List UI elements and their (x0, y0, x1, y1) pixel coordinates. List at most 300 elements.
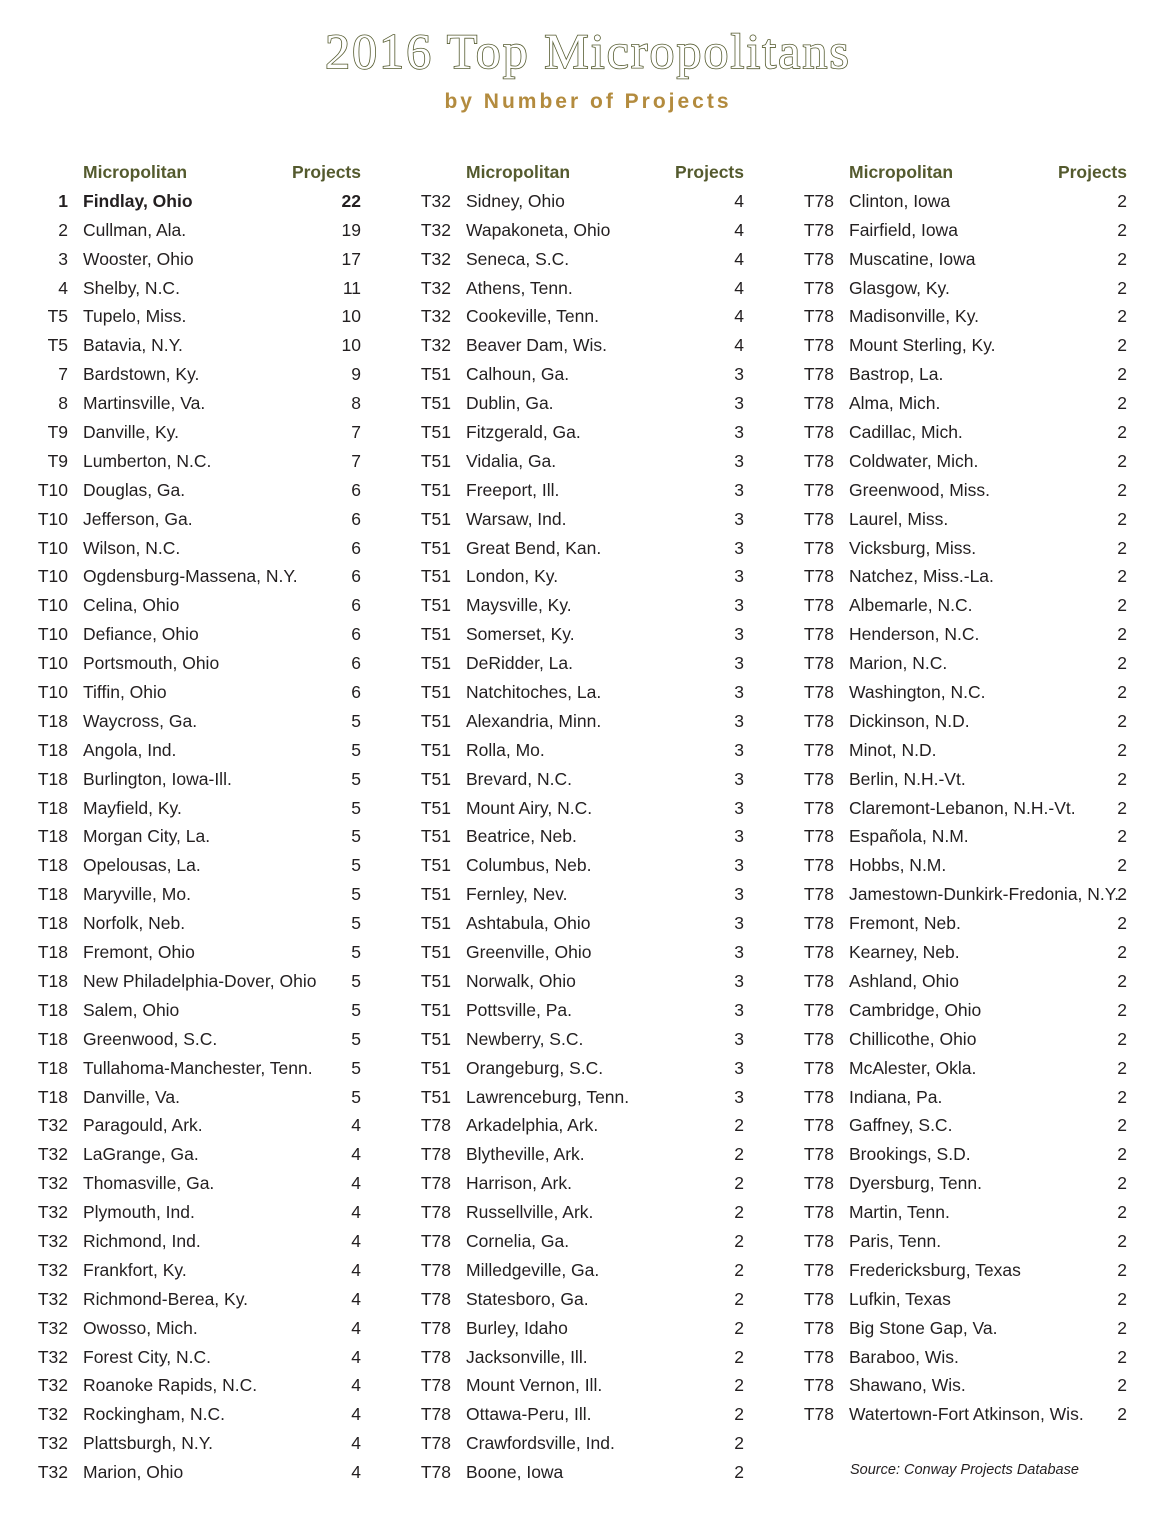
projects-cell: 2 (1117, 913, 1127, 934)
rank-cell: T78 (420, 1433, 451, 1454)
micropolitan-cell: Calhoun, Ga. (466, 364, 570, 385)
micropolitan-cell: Brookings, S.D. (849, 1144, 971, 1165)
table-row (800, 938, 1130, 967)
projects-cell: 2 (1117, 1173, 1127, 1194)
micropolitan-cell: Defiance, Ohio (83, 624, 199, 645)
table-row (417, 447, 747, 476)
micropolitan-cell: Greenwood, S.C. (83, 1028, 218, 1049)
rank-cell: T78 (420, 1173, 451, 1194)
rank-cell: T78 (803, 1144, 834, 1165)
rank-cell: T78 (420, 1259, 451, 1280)
table-row (800, 1198, 1130, 1227)
micropolitan-cell: Alma, Mich. (849, 393, 941, 414)
table-row (417, 187, 747, 216)
micropolitan-cell: Dyersburg, Tenn. (849, 1173, 982, 1194)
header-micropolitan: Micropolitan (466, 162, 571, 182)
rank-cell: T78 (803, 1288, 834, 1309)
micropolitan-cell: London, Ky. (466, 566, 559, 587)
micropolitan-cell: Cornelia, Ga. (466, 1230, 570, 1251)
table-row (34, 938, 364, 967)
micropolitan-cell: Findlay, Ohio (83, 190, 193, 211)
micropolitan-cell: Shawano, Wis. (849, 1375, 966, 1396)
table-row (417, 1429, 747, 1458)
projects-cell: 3 (734, 653, 744, 674)
micropolitan-cell: Norfolk, Neb. (83, 913, 186, 934)
table-row (800, 707, 1130, 736)
micropolitan-cell: Wapakoneta, Ohio (466, 219, 611, 240)
rank-cell: T18 (37, 710, 68, 731)
table-row (800, 1314, 1130, 1343)
rank-cell: T78 (803, 1346, 834, 1367)
rank-cell: T51 (420, 826, 451, 847)
micropolitan-cell: Laurel, Miss. (849, 508, 949, 529)
rank-cell: T18 (37, 1028, 68, 1049)
table-row (800, 996, 1130, 1025)
table-row (34, 562, 364, 591)
projects-cell: 2 (1117, 393, 1127, 414)
rank-cell: T51 (420, 682, 451, 703)
rank-cell: T18 (37, 1086, 68, 1107)
projects-cell: 2 (734, 1404, 744, 1425)
rank-cell: T78 (420, 1317, 451, 1338)
projects-cell: 3 (734, 855, 744, 876)
projects-cell: 2 (734, 1115, 744, 1136)
projects-cell: 5 (351, 826, 361, 847)
rank-cell: T78 (803, 1202, 834, 1223)
micropolitan-cell: Maysville, Ky. (466, 595, 572, 616)
projects-cell: 3 (734, 450, 744, 471)
header-projects: Projects (291, 162, 361, 182)
table-row (417, 1400, 747, 1429)
rank-cell: T78 (803, 306, 834, 327)
projects-cell: 2 (1117, 248, 1127, 269)
projects-cell: 19 (341, 219, 361, 240)
rank-cell: T78 (420, 1115, 451, 1136)
micropolitan-cell: Mount Sterling, Ky. (849, 335, 996, 356)
projects-cell: 5 (351, 884, 361, 905)
projects-cell: 5 (351, 1086, 361, 1107)
table-row (417, 1198, 747, 1227)
rank-cell: T51 (420, 797, 451, 818)
projects-cell: 5 (351, 797, 361, 818)
table-row (417, 591, 747, 620)
micropolitan-cell: Mount Airy, N.C. (466, 797, 593, 818)
rank-cell: T51 (420, 768, 451, 789)
projects-cell: 6 (351, 682, 361, 703)
rank-cell: 2 (58, 219, 68, 240)
micropolitan-cell: Lufkin, Texas (849, 1288, 951, 1309)
micropolitan-cell: Fredericksburg, Texas (849, 1259, 1021, 1280)
table-row (34, 1227, 364, 1256)
projects-cell: 2 (734, 1144, 744, 1165)
table-row (417, 1371, 747, 1400)
table-row (800, 1371, 1130, 1400)
projects-cell: 2 (1117, 1115, 1127, 1136)
rank-cell: T18 (37, 1057, 68, 1078)
projects-cell: 2 (1117, 653, 1127, 674)
micropolitan-cell: Warsaw, Ind. (466, 508, 567, 529)
projects-cell: 2 (1117, 537, 1127, 558)
table-row (34, 302, 364, 331)
table-row (34, 447, 364, 476)
ranking-column-1 (34, 158, 364, 1487)
table-row (34, 1054, 364, 1083)
projects-cell: 3 (734, 682, 744, 703)
projects-cell: 3 (734, 364, 744, 385)
micropolitan-cell: Orangeburg, S.C. (466, 1057, 604, 1078)
table-row (417, 765, 747, 794)
projects-cell: 5 (351, 768, 361, 789)
projects-cell: 2 (734, 1317, 744, 1338)
rank-cell: T78 (803, 422, 834, 443)
rank-cell: T78 (803, 190, 834, 211)
table-row (34, 187, 364, 216)
projects-cell: 2 (1117, 1346, 1127, 1367)
table-row (417, 1054, 747, 1083)
projects-cell: 2 (1117, 884, 1127, 905)
micropolitan-cell: Mount Vernon, Ill. (466, 1375, 603, 1396)
rank-cell: T32 (37, 1202, 68, 1223)
micropolitan-cell: Milledgeville, Ga. (466, 1259, 600, 1280)
projects-cell: 3 (734, 566, 744, 587)
projects-cell: 2 (1117, 797, 1127, 818)
projects-cell: 2 (1117, 768, 1127, 789)
table-row (34, 1198, 364, 1227)
table-row (800, 302, 1130, 331)
micropolitan-cell: Danville, Va. (83, 1086, 180, 1107)
rank-cell: T78 (803, 219, 834, 240)
rank-cell: T78 (803, 624, 834, 645)
micropolitan-cell: Big Stone Gap, Va. (849, 1317, 998, 1338)
table-row (417, 534, 747, 563)
rank-cell: T78 (420, 1346, 451, 1367)
projects-cell: 6 (351, 566, 361, 587)
micropolitan-cell: Sidney, Ohio (466, 190, 565, 211)
rank-cell: T51 (420, 479, 451, 500)
projects-cell: 2 (1117, 335, 1127, 356)
table-row (800, 794, 1130, 823)
column-header (417, 158, 747, 187)
micropolitan-cell: Newberry, S.C. (466, 1028, 584, 1049)
table-row (34, 707, 364, 736)
rank-cell: T78 (803, 1230, 834, 1251)
rank-cell: T51 (420, 739, 451, 760)
rank-cell: T51 (420, 393, 451, 414)
rank-cell: T78 (803, 1086, 834, 1107)
table-row (417, 1169, 747, 1198)
rank-cell: T78 (420, 1202, 451, 1223)
table-row (800, 245, 1130, 274)
table-row (800, 389, 1130, 418)
projects-cell: 10 (341, 306, 361, 327)
rank-cell: T51 (420, 508, 451, 529)
projects-cell: 2 (1117, 1404, 1127, 1425)
table-row (34, 534, 364, 563)
rank-cell: T78 (803, 595, 834, 616)
projects-cell: 5 (351, 739, 361, 760)
micropolitan-cell: Beatrice, Neb. (466, 826, 577, 847)
table-row (34, 1371, 364, 1400)
micropolitan-cell: DeRidder, La. (466, 653, 574, 674)
rank-cell: 1 (58, 190, 68, 211)
rank-cell: T18 (37, 970, 68, 991)
micropolitan-cell: Española, N.M. (849, 826, 969, 847)
projects-cell: 2 (1117, 306, 1127, 327)
projects-cell: 3 (734, 1086, 744, 1107)
micropolitan-cell: Morgan City, La. (83, 826, 211, 847)
projects-cell: 4 (351, 1173, 361, 1194)
rank-cell: 7 (58, 364, 68, 385)
rank-cell: T32 (37, 1173, 68, 1194)
table-row (800, 216, 1130, 245)
projects-cell: 2 (1117, 479, 1127, 500)
rank-cell: T78 (420, 1462, 451, 1483)
projects-cell: 5 (351, 855, 361, 876)
micropolitan-cell: Vicksburg, Miss. (849, 537, 977, 558)
micropolitan-cell: Burley, Idaho (466, 1317, 568, 1338)
source-note: Source: Conway Projects Database (850, 1462, 1079, 1478)
table-row (417, 678, 747, 707)
table-row (800, 851, 1130, 880)
rank-cell: T78 (803, 1028, 834, 1049)
page-title: 2016 Top Micropolitans (325, 23, 851, 79)
projects-cell: 5 (351, 999, 361, 1020)
table-row (34, 216, 364, 245)
table-row (34, 1025, 364, 1054)
micropolitan-cell: Washington, N.C. (849, 682, 986, 703)
projects-cell: 22 (341, 190, 361, 211)
rank-cell: T78 (803, 884, 834, 905)
table-row (417, 880, 747, 909)
rank-cell: T78 (420, 1288, 451, 1309)
rank-cell: T78 (803, 913, 834, 934)
projects-cell: 2 (1117, 190, 1127, 211)
micropolitan-cell: Martinsville, Va. (83, 393, 206, 414)
micropolitan-cell: Gaffney, S.C. (849, 1115, 953, 1136)
micropolitan-cell: Freeport, Ill. (466, 479, 560, 500)
micropolitan-cell: LaGrange, Ga. (83, 1144, 199, 1165)
projects-cell: 7 (351, 422, 361, 443)
table-row (800, 187, 1130, 216)
projects-cell: 2 (1117, 1259, 1127, 1280)
micropolitan-cell: Tupelo, Miss. (83, 306, 187, 327)
table-row (417, 274, 747, 303)
micropolitan-cell: Indiana, Pa. (849, 1086, 943, 1107)
micropolitan-cell: Muscatine, Iowa (849, 248, 976, 269)
rank-cell: T78 (803, 248, 834, 269)
projects-cell: 3 (734, 422, 744, 443)
table-row (417, 302, 747, 331)
micropolitan-cell: Plymouth, Ind. (83, 1202, 195, 1223)
rank-cell: T78 (803, 1375, 834, 1396)
table-row (417, 822, 747, 851)
rank-cell: T32 (37, 1462, 68, 1483)
table-row (417, 1285, 747, 1314)
micropolitan-cell: Berlin, N.H.-Vt. (849, 768, 966, 789)
header-micropolitan: Micropolitan (849, 162, 954, 182)
table-row (34, 909, 364, 938)
rank-cell: T51 (420, 999, 451, 1020)
table-row (34, 736, 364, 765)
projects-cell: 2 (734, 1230, 744, 1251)
table-row (417, 1140, 747, 1169)
rank-cell: T32 (420, 335, 451, 356)
micropolitan-cell: Madisonville, Ky. (849, 306, 980, 327)
rank-cell: T10 (37, 537, 68, 558)
micropolitan-cell: Fernley, Nev. (466, 884, 568, 905)
projects-cell: 2 (1117, 1288, 1127, 1309)
projects-cell: 2 (734, 1202, 744, 1223)
rank-cell: T78 (803, 1173, 834, 1194)
table-row (800, 534, 1130, 563)
table-row (800, 447, 1130, 476)
micropolitan-cell: Mayfield, Ky. (83, 797, 182, 818)
micropolitan-cell: Henderson, N.C. (849, 624, 980, 645)
rank-cell: T51 (420, 1086, 451, 1107)
micropolitan-cell: Chillicothe, Ohio (849, 1028, 977, 1049)
micropolitan-cell: Burlington, Iowa-Ill. (83, 768, 232, 789)
projects-cell: 3 (734, 393, 744, 414)
projects-cell: 3 (734, 624, 744, 645)
projects-cell: 3 (734, 942, 744, 963)
rank-cell: T18 (37, 826, 68, 847)
micropolitan-cell: Roanoke Rapids, N.C. (83, 1375, 258, 1396)
projects-cell: 4 (351, 1115, 361, 1136)
projects-cell: 2 (1117, 1202, 1127, 1223)
micropolitan-cell: McAlester, Okla. (849, 1057, 977, 1078)
micropolitan-cell: Angola, Ind. (83, 739, 177, 760)
micropolitan-cell: Lawrenceburg, Tenn. (466, 1086, 630, 1107)
table-row (417, 967, 747, 996)
rank-cell: T78 (803, 277, 834, 298)
rank-cell: T78 (803, 364, 834, 385)
micropolitan-cell: Danville, Ky. (83, 422, 179, 443)
micropolitan-cell: Greenwood, Miss. (849, 479, 991, 500)
rank-cell: T78 (803, 566, 834, 587)
projects-cell: 4 (351, 1144, 361, 1165)
rank-cell: T32 (420, 219, 451, 240)
micropolitan-cell: Ashtabula, Ohio (466, 913, 591, 934)
table-row (800, 274, 1130, 303)
rank-cell: T78 (803, 942, 834, 963)
micropolitan-cell: Crawfordsville, Ind. (466, 1433, 615, 1454)
micropolitan-cell: Forest City, N.C. (83, 1346, 212, 1367)
table-row (800, 476, 1130, 505)
projects-cell: 3 (734, 1028, 744, 1049)
micropolitan-cell: Ashland, Ohio (849, 970, 959, 991)
table-row (34, 1458, 364, 1487)
table-row (417, 909, 747, 938)
table-row (800, 331, 1130, 360)
rank-cell: T78 (803, 653, 834, 674)
projects-cell: 2 (1117, 595, 1127, 616)
table-row (800, 360, 1130, 389)
projects-cell: 7 (351, 450, 361, 471)
micropolitan-cell: Wooster, Ohio (83, 248, 194, 269)
table-row (800, 1256, 1130, 1285)
table-row (34, 1400, 364, 1429)
table-row (800, 1054, 1130, 1083)
projects-cell: 5 (351, 1028, 361, 1049)
rank-cell: 8 (58, 393, 68, 414)
micropolitan-cell: Cookeville, Tenn. (466, 306, 599, 327)
table-row (417, 418, 747, 447)
table-row (34, 1256, 364, 1285)
rank-cell: T51 (420, 624, 451, 645)
rank-cell: T78 (803, 970, 834, 991)
table-row (417, 620, 747, 649)
micropolitan-cell: Arkadelphia, Ark. (466, 1115, 599, 1136)
rank-cell: T78 (420, 1230, 451, 1251)
rank-cell: T32 (420, 277, 451, 298)
projects-cell: 3 (734, 479, 744, 500)
projects-cell: 6 (351, 479, 361, 500)
rank-cell: T78 (803, 768, 834, 789)
micropolitan-cell: Thomasville, Ga. (83, 1173, 215, 1194)
micropolitan-cell: Hobbs, N.M. (849, 855, 947, 876)
rank-cell: T18 (37, 913, 68, 934)
header-projects: Projects (674, 162, 744, 182)
table-row (417, 1227, 747, 1256)
rank-cell: T78 (803, 1317, 834, 1338)
table-row (34, 620, 364, 649)
table-row (34, 591, 364, 620)
projects-cell: 2 (1117, 739, 1127, 760)
micropolitan-cell: Lumberton, N.C. (83, 450, 212, 471)
micropolitan-cell: Alexandria, Minn. (466, 710, 602, 731)
micropolitan-cell: Jamestown-Dunkirk-Fredonia, N.Y. (849, 884, 1120, 905)
rank-cell: T78 (803, 710, 834, 731)
micropolitan-cell: Waycross, Ga. (83, 710, 198, 731)
projects-cell: 2 (1117, 566, 1127, 587)
rank-cell: T51 (420, 653, 451, 674)
projects-cell: 4 (351, 1346, 361, 1367)
projects-cell: 5 (351, 710, 361, 731)
column-header (800, 158, 1130, 187)
rank-cell: T78 (803, 393, 834, 414)
rank-cell: T78 (803, 826, 834, 847)
micropolitan-cell: Norwalk, Ohio (466, 970, 576, 991)
rank-cell: T9 (47, 450, 68, 471)
projects-cell: 3 (734, 999, 744, 1020)
rank-cell: T78 (803, 1115, 834, 1136)
micropolitan-cell: Minot, N.D. (849, 739, 937, 760)
projects-cell: 3 (734, 595, 744, 616)
projects-cell: 2 (1117, 855, 1127, 876)
micropolitan-cell: Jacksonville, Ill. (466, 1346, 588, 1367)
micropolitan-cell: Dublin, Ga. (466, 393, 554, 414)
projects-cell: 2 (1117, 508, 1127, 529)
micropolitan-cell: Maryville, Mo. (83, 884, 191, 905)
table-row (34, 1140, 364, 1169)
page-subtitle: by Number of Projects (444, 90, 732, 113)
projects-cell: 4 (734, 306, 744, 327)
micropolitan-cell: Rockingham, N.C. (83, 1404, 225, 1425)
rank-cell: T51 (420, 942, 451, 963)
rank-cell: T10 (37, 682, 68, 703)
micropolitan-cell: Statesboro, Ga. (466, 1288, 589, 1309)
micropolitan-cell: Watertown-Fort Atkinson, Wis. (849, 1404, 1084, 1425)
table-row (417, 736, 747, 765)
rank-cell: T18 (37, 942, 68, 963)
micropolitan-cell: Great Bend, Kan. (466, 537, 602, 558)
table-row (34, 360, 364, 389)
rank-cell: T78 (803, 739, 834, 760)
rank-cell: T51 (420, 566, 451, 587)
projects-cell: 4 (734, 190, 744, 211)
ranking-column-2 (417, 158, 747, 1487)
rank-cell: T10 (37, 595, 68, 616)
